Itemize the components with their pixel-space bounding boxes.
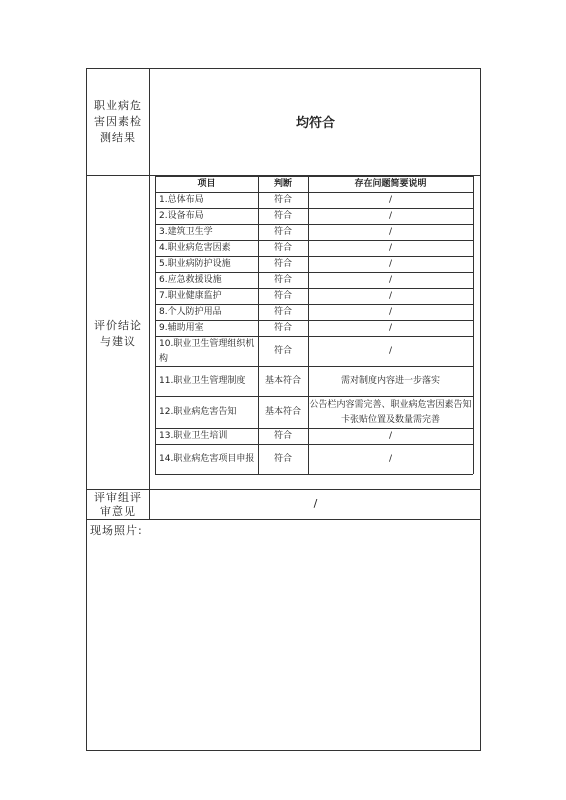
detection-label: 职业病危害因素检测结果 <box>94 99 142 144</box>
table-note-cell: 需对制度内容进一步落实 <box>340 376 440 386</box>
table-judgment-cell: 符合 <box>273 307 292 317</box>
table-item-cell: 3.建筑卫生学 <box>159 227 213 237</box>
table-header-cell: 判断 <box>273 179 292 189</box>
evaluation-label: 评价结论与建议 <box>94 319 142 348</box>
table-item-cell: 5.职业病防护设施 <box>159 259 231 269</box>
table-judgment-cell: 符合 <box>273 243 292 253</box>
table-note-cell: 公告栏内容需完善、职业病危害因素告知卡张贴位置及数量需完善 <box>309 399 472 425</box>
table-judgment-cell: 符合 <box>273 454 292 464</box>
table-row-line <box>155 474 473 475</box>
table-item-cell: 11.职业卫生管理制度 <box>159 376 246 386</box>
detection-value: 均符合 <box>295 116 335 131</box>
table-item-cell: 6.应急救援设施 <box>159 275 222 285</box>
table-judgment-cell: 符合 <box>273 259 292 269</box>
table-judgment-cell: 符合 <box>273 323 292 333</box>
table-note-cell: / <box>388 211 393 221</box>
evaluation-table <box>155 176 473 489</box>
table-item-cell: 4.职业病危害因素 <box>159 243 231 253</box>
review-label: 评审组评审意见 <box>94 491 142 518</box>
table-item-cell: 1.总体布局 <box>159 195 204 205</box>
table-header-cell: 存在问题简要说明 <box>354 179 427 189</box>
table-item-cell: 7.职业健康监护 <box>159 291 222 301</box>
section-divider <box>86 489 481 490</box>
review-value: / <box>313 497 318 510</box>
table-note-cell: / <box>388 346 393 356</box>
table-item-cell: 14.职业病危害项目申报 <box>159 454 255 464</box>
table-judgment-cell: 符合 <box>273 195 292 205</box>
table-note-cell: / <box>388 431 393 441</box>
table-judgment-cell: 基本符合 <box>264 376 301 386</box>
table-note-cell: / <box>388 259 393 269</box>
table-judgment-cell: 符合 <box>273 211 292 221</box>
table-judgment-cell: 符合 <box>273 227 292 237</box>
table-note-cell: / <box>388 195 393 205</box>
label-column-divider <box>149 68 150 519</box>
table-note-cell: / <box>388 227 393 237</box>
table-item-cell: 9.辅助用室 <box>159 323 204 333</box>
table-note-cell: / <box>388 243 393 253</box>
table-note-cell: / <box>388 291 393 301</box>
table-header-cell: 项目 <box>197 179 216 189</box>
table-note-cell: / <box>388 454 393 464</box>
table-judgment-cell: 基本符合 <box>264 407 301 417</box>
table-judgment-cell: 符合 <box>273 291 292 301</box>
table-judgment-cell: 符合 <box>273 431 292 441</box>
table-item-cell: 13.职业卫生培训 <box>159 431 228 441</box>
table-item-cell: 2.设备布局 <box>159 211 204 221</box>
table-note-cell: / <box>388 307 393 317</box>
photos-label: 现场照片: <box>90 524 143 537</box>
table-item-cell: 10.职业卫生管理组织机构 <box>159 338 255 364</box>
table-judgment-cell: 符合 <box>273 346 292 356</box>
table-item-cell: 8.个人防护用品 <box>159 307 222 317</box>
section-divider <box>86 519 481 520</box>
table-note-cell: / <box>388 323 393 333</box>
table-column-line <box>473 176 474 474</box>
table-item-cell: 12.职业病危害告知 <box>159 407 237 417</box>
table-judgment-cell: 符合 <box>273 275 292 285</box>
table-note-cell: / <box>388 275 393 285</box>
